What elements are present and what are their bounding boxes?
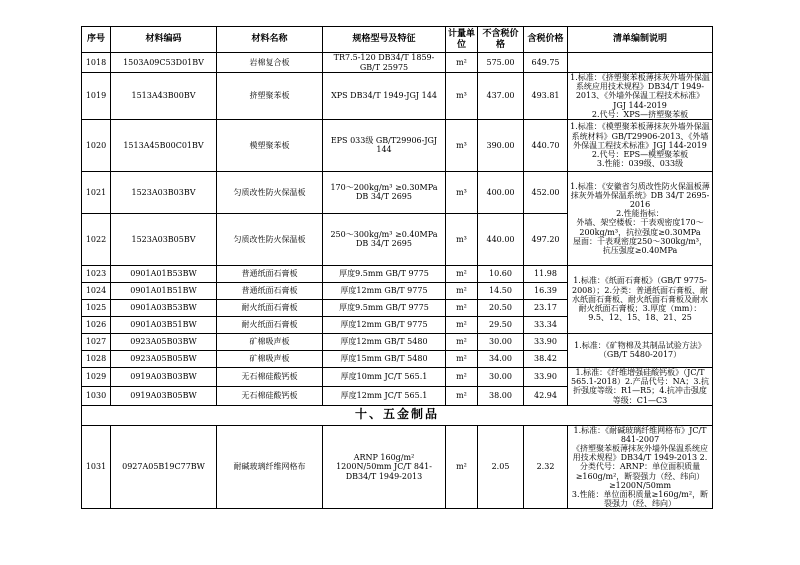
row-seq: 1030 (82, 386, 111, 405)
row-price-in: 493.81 (524, 73, 568, 120)
row-price-in: 497.20 (524, 213, 568, 265)
row-unit: m² (446, 350, 478, 367)
row-code: 0901A01B53BW (111, 265, 217, 282)
row-name: 耐碱玻璃纤维网格布 (217, 425, 323, 509)
row-code: 0901A03B51BW (111, 316, 217, 333)
row-name: 挤塑聚苯板 (217, 73, 323, 120)
row-price-in: 2.32 (524, 425, 568, 509)
row-price-ex: 29.50 (478, 316, 524, 333)
row-price-in: 649.75 (524, 53, 568, 73)
row-price-in: 33.90 (524, 333, 568, 350)
row-code: 0901A03B53BW (111, 299, 217, 316)
row-price-in: 38.42 (524, 350, 568, 367)
section-header-row (82, 405, 713, 425)
table-row (82, 171, 713, 213)
row-note: 1.标准：《安徽省匀质改性防火保温板薄抹灰外墙外保温系统》DB 34/T 2695-2016 2.性能指标： 外墙、架空楼板：干表观密度170～200kg/m³，抗拉强度≥0.30MPa 屋面：干表观密度250～300kg/m³，抗压强度≥0.40MPa (568, 171, 713, 265)
row-name: 矿棉吸声板 (217, 350, 323, 367)
row-unit: m² (446, 367, 478, 386)
row-price-in: 11.98 (524, 265, 568, 282)
row-seq: 1022 (82, 213, 111, 265)
row-seq: 1018 (82, 53, 111, 73)
row-code: 0923A05B03BW (111, 333, 217, 350)
row-price-in: 452.00 (524, 171, 568, 213)
row-unit: m² (446, 425, 478, 509)
row-seq: 1026 (82, 316, 111, 333)
row-unit: m² (446, 386, 478, 405)
row-name: 匀质改性防火保温板 (217, 171, 323, 213)
row-code: 0927A05B19C77BW (111, 425, 217, 509)
row-name: 矿棉吸声板 (217, 333, 323, 350)
row-spec: EPS 033级 GB/T29906-JGJ 144 (323, 119, 446, 171)
row-seq: 1020 (82, 119, 111, 171)
row-price-in: 33.34 (524, 316, 568, 333)
row-seq: 1019 (82, 73, 111, 120)
row-price-in: 16.39 (524, 282, 568, 299)
row-price-ex: 34.00 (478, 350, 524, 367)
table-row (82, 265, 713, 282)
row-unit: m² (446, 53, 478, 73)
row-note: 1.标准：《挤塑聚苯板薄抹灰外墙外保温系统应用技术规程》DB34/T 1949-2013、《外墙外保温工程技术标准》JGJ 144-2019 2.代号：XPS—挤塑聚苯板 (568, 73, 713, 120)
row-price-ex: 30.00 (478, 367, 524, 386)
header-code: 材料编码 (111, 27, 217, 53)
row-unit: m³ (446, 119, 478, 171)
row-name: 普通纸面石膏板 (217, 282, 323, 299)
row-unit: m³ (446, 73, 478, 120)
row-name: 模塑聚苯板 (217, 119, 323, 171)
row-price-ex: 30.00 (478, 333, 524, 350)
row-seq: 1024 (82, 282, 111, 299)
row-note: 1.标准：《矿物棉及其制品试验方法》（GB/T 5480-2017） (568, 333, 713, 367)
row-price-in: 440.70 (524, 119, 568, 171)
row-unit: m² (446, 299, 478, 316)
row-price-ex: 437.00 (478, 73, 524, 120)
header-note: 清单编制说明 (568, 27, 713, 53)
row-spec: 厚度12mm GB/T 9775 (323, 282, 446, 299)
row-spec: 厚度9.5mm GB/T 9775 (323, 299, 446, 316)
row-name: 岩棉复合板 (217, 53, 323, 73)
row-price-ex: 2.05 (478, 425, 524, 509)
row-price-ex: 390.00 (478, 119, 524, 171)
row-code: 0923A05B05BW (111, 350, 217, 367)
row-unit: m² (446, 316, 478, 333)
row-code: 1523A03B03BV (111, 171, 217, 213)
table-row (82, 425, 713, 509)
row-seq: 1027 (82, 333, 111, 350)
material-price-table (81, 26, 713, 509)
row-note (568, 53, 713, 73)
row-code: 0919A03B03BW (111, 367, 217, 386)
row-price-in: 42.94 (524, 386, 568, 405)
row-code: 1513A45B00C01BV (111, 119, 217, 171)
row-spec: XPS DB34/T 1949-JGJ 144 (323, 73, 446, 120)
row-note: 1.标准：《纤维增强硅酸钙板》（JC/T 565.1-2018）2.产品代号：NA；3.抗折强度等级：R1—R5；4.抗冲击强度等级：C1—C3 (568, 367, 713, 405)
row-code: 0901A01B51BW (111, 282, 217, 299)
row-unit: m² (446, 333, 478, 350)
price-list-sheet (81, 26, 713, 509)
row-seq: 1028 (82, 350, 111, 367)
row-spec: 厚度12mm GB/T 5480 (323, 333, 446, 350)
row-price-ex: 400.00 (478, 171, 524, 213)
row-code: 1513A43B00BV (111, 73, 217, 120)
row-name: 耐火纸面石膏板 (217, 299, 323, 316)
table-row (82, 119, 713, 171)
row-name: 匀质改性防火保温板 (217, 213, 323, 265)
row-seq: 1023 (82, 265, 111, 282)
row-price-in: 23.17 (524, 299, 568, 316)
row-note: 1.标准：《耐碱玻璃纤维网格布》JC/T 841-2007 《挤塑聚苯板薄抹灰外墙外保温系统应用技术规程》DB34/T 1949-2013 2.分类代号：ARNP：单位面积质量≥160g/m²，断裂强力（经、纬向）≥1200N/50mm 3.性能：单位面积质量≥160g/m²，断裂强力（经、纬向） (568, 425, 713, 509)
row-code: 0919A03B05BW (111, 386, 217, 405)
row-seq: 1021 (82, 171, 111, 213)
header-spec: 规格型号及特征 (323, 27, 446, 53)
row-seq: 1031 (82, 425, 111, 509)
row-unit: m² (446, 265, 478, 282)
row-unit: m³ (446, 213, 478, 265)
table-row (82, 333, 713, 350)
row-spec: 250～300kg/m³ ≥0.40MPa DB 34/T 2695 (323, 213, 446, 265)
row-price-ex: 14.50 (478, 282, 524, 299)
table-row (82, 53, 713, 73)
header-unit: 计量单位 (446, 27, 478, 53)
row-spec: 厚度9.5mm GB/T 9775 (323, 265, 446, 282)
header-name: 材料名称 (217, 27, 323, 53)
row-name: 无石棉硅酸钙板 (217, 367, 323, 386)
header-price-ex: 不含税价格 (478, 27, 524, 53)
row-price-ex: 38.00 (478, 386, 524, 405)
row-price-ex: 10.60 (478, 265, 524, 282)
row-spec: 厚度12mm JC/T 565.1 (323, 386, 446, 405)
row-note: 1.标准：《纸面石膏板》（GB/T 9775-2008）；2.分类：普通纸面石膏板、耐水纸面石膏板、耐火纸面石膏板及耐水耐火纸面石膏板；3.厚度（mm）：9.5、12、15、18、21、25 (568, 265, 713, 333)
row-price-ex: 440.00 (478, 213, 524, 265)
table-row (82, 367, 713, 386)
header-price-in: 含税价格 (524, 27, 568, 53)
row-price-in: 33.90 (524, 367, 568, 386)
row-name: 无石棉硅酸钙板 (217, 386, 323, 405)
row-spec: 厚度12mm GB/T 9775 (323, 316, 446, 333)
header-row (82, 27, 713, 53)
row-spec: 170～200kg/m³ ≥0.30MPa DB 34/T 2695 (323, 171, 446, 213)
row-code: 1503A09C53D01BV (111, 53, 217, 73)
row-unit: m³ (446, 171, 478, 213)
row-unit: m² (446, 282, 478, 299)
row-code: 1523A03B05BV (111, 213, 217, 265)
row-spec: 厚度10mm JC/T 565.1 (323, 367, 446, 386)
row-name: 普通纸面石膏板 (217, 265, 323, 282)
row-seq: 1025 (82, 299, 111, 316)
section-title: 十、五金制品 (82, 405, 713, 425)
row-spec: TR7.5-120 DB34/T 1859-GB/T 25975 (323, 53, 446, 73)
row-seq: 1029 (82, 367, 111, 386)
row-price-ex: 20.50 (478, 299, 524, 316)
row-spec: ARNP 160g/m² 1200N/50mm JC/T 841-DB34/T 1949-2013 (323, 425, 446, 509)
row-price-ex: 575.00 (478, 53, 524, 73)
row-name: 耐火纸面石膏板 (217, 316, 323, 333)
header-seq: 序号 (82, 27, 111, 53)
row-note: 1.标准：《模塑聚苯板薄抹灰外墙外保温系统材料》GB/T29906-2013、《外墙外保温工程技术标准》JGJ 144-2019 2.代号：EPS—模塑聚苯板 3.性能：039级、033级 (568, 119, 713, 171)
table-row (82, 73, 713, 120)
row-spec: 厚度15mm GB/T 5480 (323, 350, 446, 367)
